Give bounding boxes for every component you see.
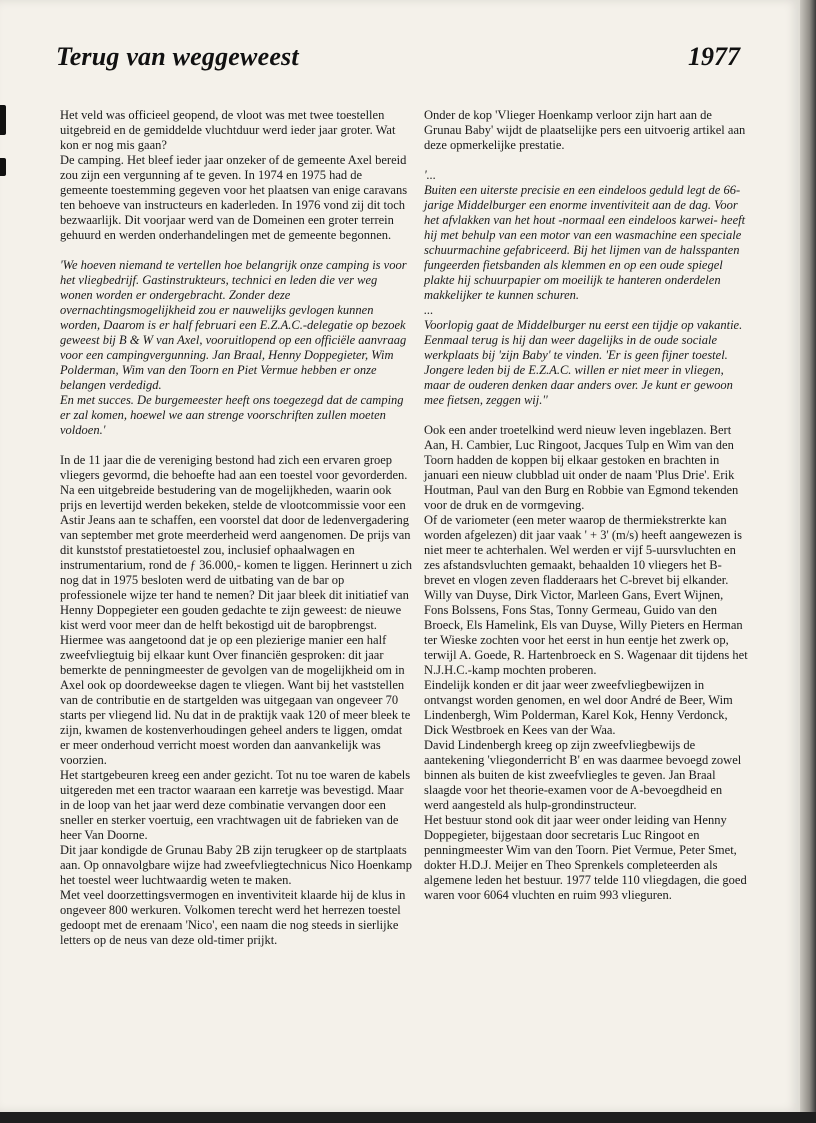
paragraph-spacer	[424, 408, 748, 423]
paragraph: Onder de kop 'Vlieger Hoenkamp verloor zijn hart aan de Grunau Baby' wijdt de plaatselijke pers een uitvoerig artikel aan deze opmerkelijke prestatie.	[424, 108, 746, 152]
paragraph: In de 11 jaar die de vereniging bestond had zich een ervaren groep vliegers gevormd, die behoefte had aan een toestel voor gevorderden. Na een uitgebreide bestudering van de mogelijkheden, waarin ook prijs en levertijd werden bekeken, stelde de vlootcommissie voor een Astir Jeans aan te schaffen, een voorstel dat door de ledenvergadering van september met grote meerderheid werd aangenomen. De prijs van dit kunststof prestatietoestel zou, inclusief ophaalwagen en instrumentarium, rond de ƒ 36.000,- komen te liggen. Herinnert u zich nog dat in 1975 besloten werd de uitbating van de bar op professionele wijze ter hand te nemen? Dit jaar bleek dit initiatief van Henny Doppegieter een gouden gedachte te zijn geweest: de nieuwe kist werd voor meer dan de helft bekostigd uit de baropbrengst. Hiermee was aangetoond dat je op een plezierige manier een half zweefvliegtuig bij elkaar kunt Over financiën gesproken: dit jaar bemerkte de penningmeester de gevolgen van de mogelijkheid om in Axel ook op doordeweekse dagen te vliegen. Want bij het vaststellen van de contributie en de startgelden was uitgegaan van ongeveer 70 starts per vliegend lid. Nu dat in de praktijk vaak 120 of meer bleek te zijn, kwamen de kostenverhoudingen geheel anders te liggen, omdat er meer onderhoud verricht moest worden dan aanvankelijk was voorzien.	[60, 453, 412, 767]
paragraph: 'We hoeven niemand te vertellen hoe belangrijk onze camping is voor het vliegbedrijf. Gastinstrukteurs, technici en leden die ver weg wonen worden er ondergebracht. Zonder deze overnachtingsmogelijkheid zou er nauwelijks gevlogen kunnen worden, Daarom is er half februari een E.Z.A.C.-delegatie op bezoek geweest bij B & W van Axel, vooruitlopend op een officiële aanvraag voor een campingvergunning. Jan Braal, Henny Doppegieter, Wim Polderman, Wim van den Toorn en Piet Vermue hebben er onze belangen verdedigd.	[60, 258, 407, 392]
paragraph: De camping. Het bleef ieder jaar onzeker of de gemeente Axel bereid zou zijn een vergunning af te geven. In 1974 en 1975 had de gemeente toestemming gegeven voor het plaatsen van enige caravans ten behoeve van instructeurs en kaderleden. In 1976 vond zij dit toch bezwaarlijk. Dit voorjaar werd van de Domeinen een groter terrein gehuurd en werden onderhandelingen met de gemeente begonnen.	[60, 153, 408, 242]
paragraph: Het startgebeuren kreeg een ander gezicht. Tot nu toe waren de kabels uitgereden met een tractor waaraan een karretje was bevestigd. Maar in de loop van het jaar werd deze combinatie vervangen door een sneller en sterker voertuig, een vrachtwagen uit de fabrieken van de heer Van Doorne.	[60, 768, 411, 842]
left-text-column	[60, 108, 412, 948]
paragraph: Voorlopig gaat de Middelburger nu eerst een tijdje op vakantie. Eenmaal terug is hij dan weer dagelijks in de oude sociale werkplaats bij 'zijn Baby' te vinden. 'Er is geen fijner toestel. Jongere leden bij de E.Z.A.C. willen er niet meer in vliegen, maar de ouderen denken daar anders over. Je kunt er gewoon mee fietsen, zeggen wij.''	[424, 318, 743, 407]
paragraph: Willy van Duyse, Dirk Victor, Marleen Gans, Evert Wijnen, Fons Bolssens, Fons Stas, Tonny Germeau, Guido van den Broeck, Els Hamelink, Els van Duyse, Willy Pieters en Herman ter Wieske zochten voor het eerst in hun eentje het zwerk op, terwijl A. Goede, R. Hartenbroeck en S. Wagenaar dit tijdens het N.J.H.C.-kamp mochten proberen.	[424, 588, 748, 677]
paragraph: En met succes. De burgemeester heeft ons toegezegd dat de camping er zal komen, hoewel we aan strenge voorschriften zullen moeten voldoen.'	[60, 393, 404, 437]
paragraph: Met veel doorzettingsvermogen en inventiviteit klaarde hij de klus in ongeveer 800 werkuren. Volkomen terecht werd het herrezen toestel gedoopt met de erenaam 'Nico', een naam die nog steeds in sierlijke letters op de neus van deze old-timer prijkt.	[60, 888, 406, 947]
binder-hole	[0, 105, 6, 135]
article-title: Terug van weggeweest	[56, 42, 299, 71]
paragraph: Het veld was officieel geopend, de vloot was met twee toestellen uitgebreid en de gemiddelde vluchtduur werd ieder jaar groter. Wat kon er nog mis gaan?	[60, 108, 396, 152]
paragraph-spacer	[60, 243, 412, 258]
paragraph: '...	[424, 168, 437, 182]
paragraph: Dit jaar kondigde de Grunau Baby 2B zijn terugkeer op de startplaats aan. Op onnavolgbare wijze had zweefvliegtechnicus Nico Hoenkamp het toestel weer luchtwaardig weten te maken.	[60, 843, 412, 887]
paragraph-spacer	[60, 438, 412, 453]
binder-hole	[0, 158, 6, 176]
page-edge	[800, 0, 816, 1123]
article-year: 1977	[688, 42, 740, 71]
paragraph: Ook een ander troetelkind werd nieuw leven ingeblazen. Bert Aan, H. Cambier, Luc Ringoot, Jacques Tulp en Wim van den Toorn hadden de koppen bij elkaar gestoken en brachten in januari een nieuw clubblad uit onder de naam 'Plus Drie'. Erik Houtman, Paul van den Burg en Robbie van Egmond tekenden voor de druk en de vormgeving.	[424, 423, 739, 512]
paragraph: Of de variometer (een meter waarop de thermiekstrerkte kan worden afgelezen) dit jaar vaak ' + 3' (m/s) heeft aangewezen is niet meer te achterhalen. Wel werden er vijf 5-uursvluchten en zes afstandsvluchten gemaakt, behaalden 10 vliegers het B-brevet en vlogen zeven fladderaars het C-brevet bij elkander.	[424, 513, 742, 587]
paragraph: Het bestuur stond ook dit jaar weer onder leiding van Henny Doppegieter, bijgestaan door secretaris Luc Ringoot en penningmeester Wim van den Toorn. Piet Vermue, Peter Smet, dokter H.D.J. Meijer en Theo Sprenkels completeerden als algemene leden het bestuur. 1977 telde 110 vliegdagen, die goed waren voor 6064 vluchten en ruim 993 vlieguren.	[424, 813, 747, 902]
paragraph: Eindelijk konden er dit jaar weer zweefvliegbewijzen in ontvangst worden genomen, en wel door André de Beer, Wim Lindenbergh, Wim Polderman, Karel Kok, Henny Verdonck, Dick Westbroek en Kees van der Waa.	[424, 678, 733, 737]
paragraph-spacer	[424, 153, 748, 168]
page-bottom-edge	[0, 1112, 816, 1123]
paragraph: ...	[424, 303, 434, 317]
paragraph: Buiten een uiterste precisie en een eindeloos geduld legt de 66-jarige Middelburger een enorme inventiviteit aan de dag. Voor het afvlakken van het hout -normaal een eindeloos karwei- heeft hij met behulp van een motor van een wasmachine een speciale schuurmachine gefabriceerd. Bij het lijmen van de halsspanten fungeerden fietsbanden als klemmen en op een oude spiegel plakte hij schuurpapier om moeilijk te hanteren onderdelen makkelijker te kunnen schuren.	[424, 183, 746, 302]
right-text-column	[424, 108, 748, 903]
paragraph: David Lindenbergh kreeg op zijn zweefvliegbewijs de aantekening 'vliegonderricht B' en was daarmee bevoegd zowel binnen als buiten de kist zweefvliegles te geven. Jan Braal slaagde voor het theorie-examen voor de A-bevoegdheid en werd aangesteld als hulp-grondinstructeur.	[424, 738, 742, 812]
